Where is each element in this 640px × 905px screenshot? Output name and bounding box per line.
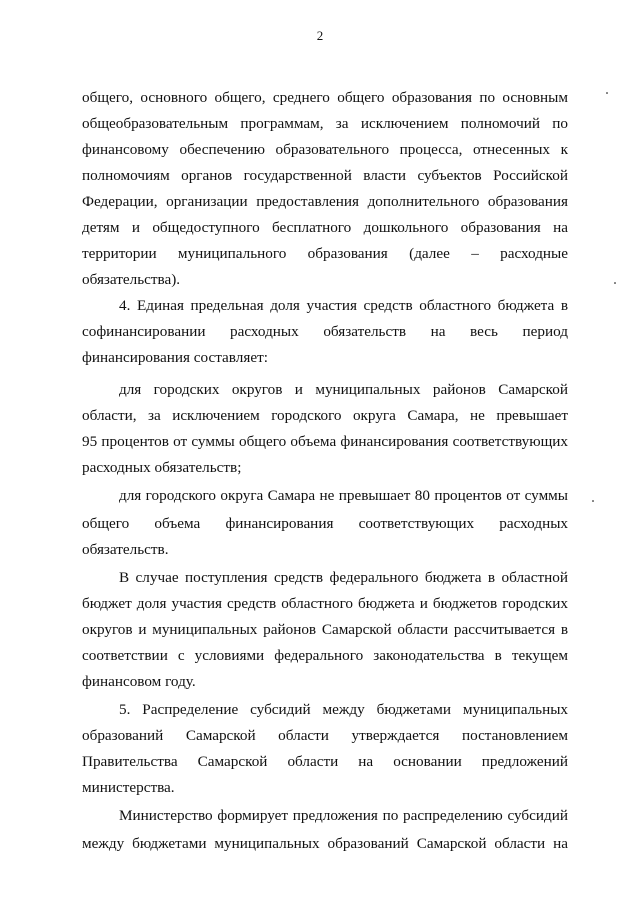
- text-line: финансовому обеспечению образовательного процесса, отнесенных к: [82, 141, 568, 158]
- text-line: соответствии с условиями федерального законодательства в текущем: [82, 647, 568, 664]
- text-line: финансовом году.: [82, 673, 196, 690]
- text-line: Правительства Самарской области на основании предложений: [82, 753, 568, 770]
- text-line: общеобразовательным программам, за исключением полномочий по: [82, 115, 568, 132]
- text-line: между бюджетами муниципальных образований Самарской области на: [82, 835, 568, 852]
- text-line: финансирования составляет:: [82, 349, 268, 366]
- text-line: 95 процентов от суммы общего объема финансирования соответствующих: [82, 433, 568, 450]
- scan-speck: [606, 92, 608, 94]
- text-line: общего объема финансирования соответствующих расходных: [82, 515, 568, 532]
- scan-speck: [592, 500, 594, 502]
- text-line: полномочиям органов государственной власти субъектов Российской: [82, 167, 568, 184]
- text-line: Министерство формирует предложения по распределению субсидий: [119, 807, 568, 824]
- scan-speck: [614, 282, 616, 284]
- text-line: для городского округа Самара не превышает 80 процентов от суммы: [119, 487, 568, 504]
- text-line: 5. Распределение субсидий между бюджетами муниципальных: [119, 701, 568, 718]
- text-line: министерства.: [82, 779, 175, 796]
- text-line: обязательства).: [82, 271, 181, 288]
- text-line: расходных обязательств;: [82, 459, 242, 476]
- text-line: для городских округов и муниципальных районов Самарской: [119, 381, 568, 398]
- text-line: округов и муниципальных районов Самарской области рассчитывается в: [82, 621, 568, 638]
- page-number: 2: [316, 28, 324, 43]
- text-line: обязательств.: [82, 541, 169, 558]
- text-line: общего, основного общего, среднего общего образования по основным: [82, 89, 568, 106]
- text-line: образований Самарской области утверждается постановлением: [82, 727, 568, 744]
- text-line: области, за исключением городского округа Самара, не превышает: [82, 407, 568, 424]
- text-line: бюджет доля участия средств областного бюджета и бюджетов городских: [82, 595, 568, 612]
- text-line: детям и общедоступного бесплатного дошкольного образования на: [82, 219, 568, 236]
- text-line: Федерации, организации предоставления дополнительного образования: [82, 193, 568, 210]
- text-line: 4. Единая предельная доля участия средств областного бюджета в: [119, 297, 568, 314]
- text-line: В случае поступления средств федерального бюджета в областной: [119, 569, 568, 586]
- text-line: софинансировании расходных обязательств на весь период: [82, 323, 568, 340]
- text-line: территории муниципального образования (далее – расходные: [82, 245, 568, 262]
